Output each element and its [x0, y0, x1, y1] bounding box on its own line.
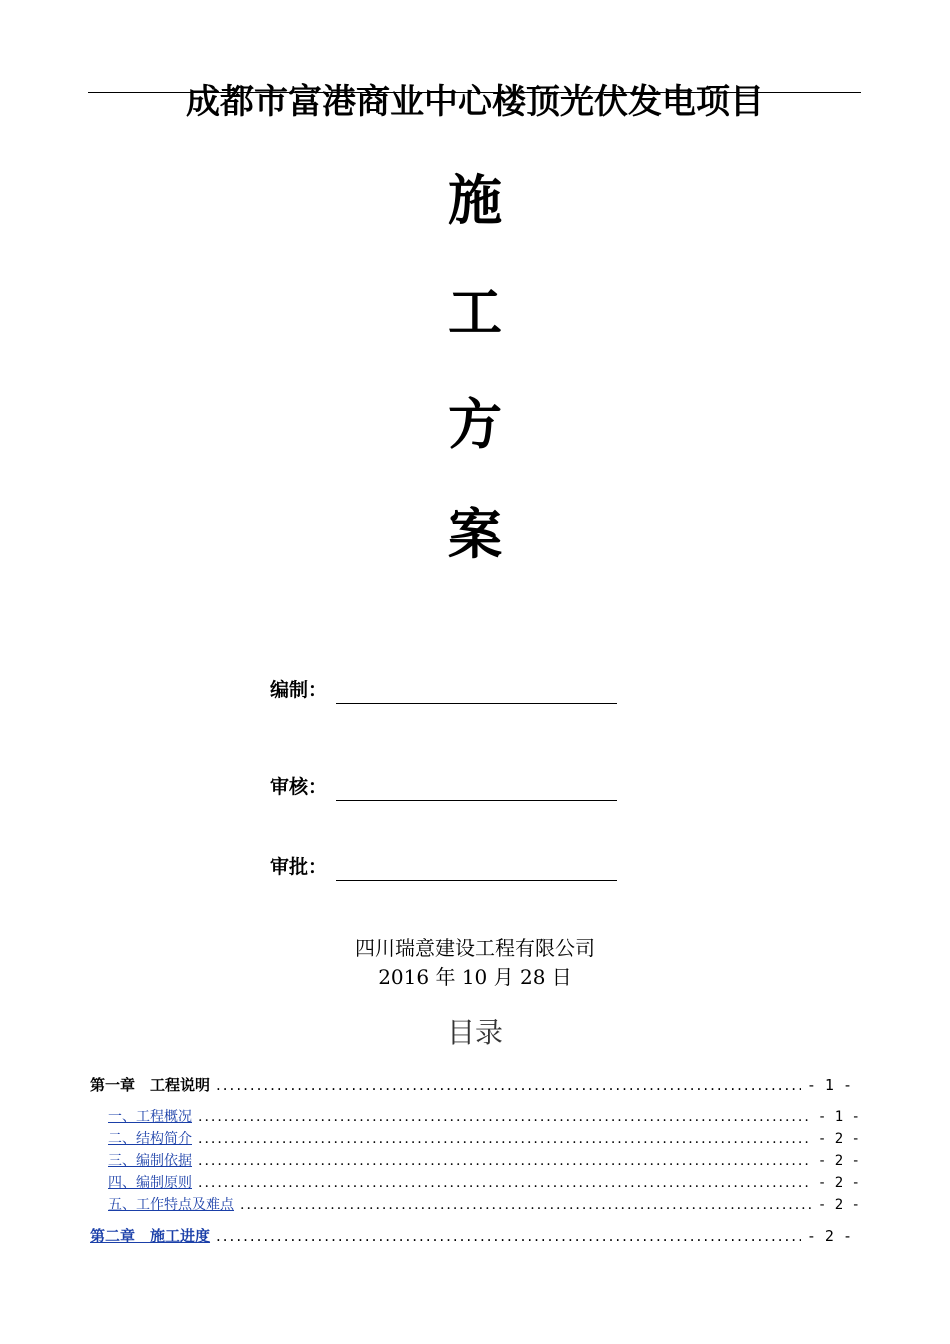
toc-section-item[interactable] — [108, 1194, 860, 1214]
toc-section-link[interactable]: 一、工程概况 — [108, 1109, 192, 1125]
toc-page-number: - 2 - — [817, 1197, 860, 1213]
toc-section-item[interactable] — [108, 1128, 860, 1148]
toc-section-link[interactable]: 二、结构简介 — [108, 1131, 192, 1147]
toc-leader-dots — [198, 1153, 812, 1169]
toc-heading: 目录 — [446, 1016, 503, 1049]
toc-section-item[interactable] — [108, 1106, 860, 1126]
toc-leader-dots — [216, 1227, 801, 1245]
title-char-fang: 方 — [448, 392, 502, 456]
title-char-an: 案 — [448, 502, 502, 566]
toc-leader-dots — [198, 1131, 812, 1147]
signature-line — [336, 880, 617, 881]
signature-label: 审核： — [270, 776, 328, 798]
toc-section-link[interactable]: 四、编制原则 — [108, 1175, 192, 1191]
toc-leader-dots — [216, 1076, 801, 1094]
company-name: 四川瑞意建设工程有限公司 — [355, 936, 595, 960]
toc-chapter-1[interactable] — [90, 1074, 852, 1095]
signature-label: 审批： — [270, 856, 328, 878]
toc-leader-dots — [198, 1175, 812, 1191]
toc-chapter-2[interactable] — [90, 1225, 852, 1246]
toc-leader-dots — [240, 1197, 812, 1213]
signature-approved-by — [270, 851, 630, 881]
signature-compiled-by — [270, 674, 630, 704]
toc-section-item[interactable] — [108, 1150, 860, 1170]
toc-section-link[interactable]: 五、工作特点及难点 — [108, 1197, 234, 1213]
toc-page-number: - 2 - — [817, 1175, 860, 1191]
toc-section-link[interactable]: 三、编制依据 — [108, 1153, 192, 1169]
title-char-shi: 施 — [448, 168, 502, 232]
toc-page-number: - 1 - — [817, 1109, 860, 1125]
title-char-gong: 工 — [448, 280, 502, 344]
signature-label: 编制： — [270, 679, 328, 701]
signature-line — [336, 800, 617, 801]
toc-page-number: - 2 - — [817, 1131, 860, 1147]
toc-chapter-label[interactable]: 第二章 施工进度 — [90, 1227, 211, 1245]
toc-page-number: - 2 - — [817, 1153, 860, 1169]
signature-line — [336, 703, 617, 704]
document-date: 2016 年 10 月 28 日 — [378, 965, 572, 989]
toc-page-number: - 2 - — [806, 1227, 852, 1245]
toc-leader-dots — [198, 1109, 812, 1125]
toc-section-item[interactable] — [108, 1172, 860, 1192]
signature-reviewed-by — [270, 771, 630, 801]
toc-chapter-label[interactable]: 第一章 工程说明 — [90, 1076, 211, 1094]
project-title: 成都市富港商业中心楼顶光伏发电项目 — [186, 82, 764, 122]
toc-page-number: - 1 - — [806, 1076, 852, 1094]
